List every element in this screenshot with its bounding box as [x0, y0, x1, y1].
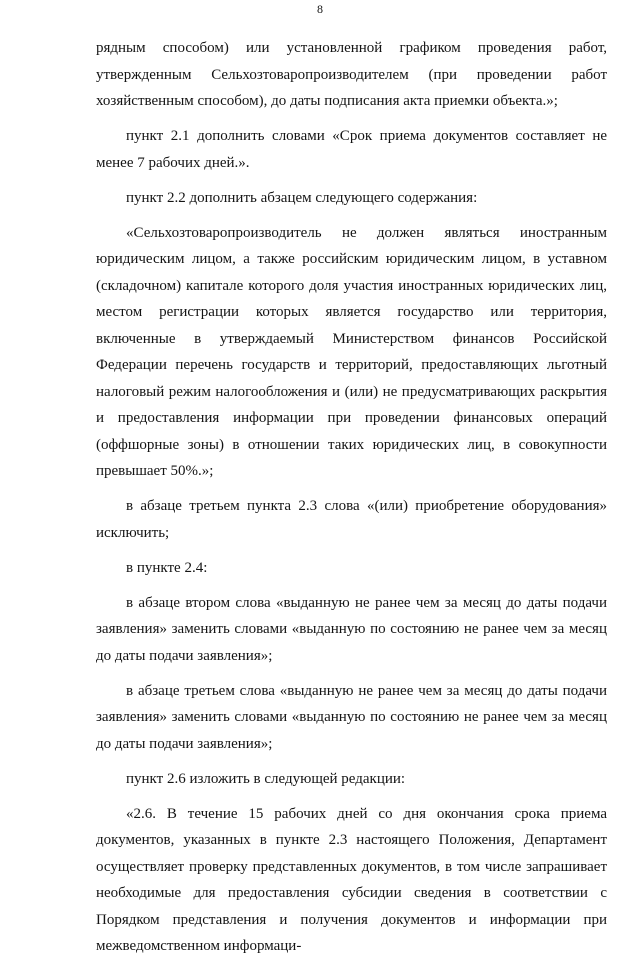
paragraph-point-2-4: в пункте 2.4:: [126, 559, 208, 576]
paragraph-point-2-6: пункт 2.6 изложить в следующей редакции:: [126, 770, 406, 787]
paragraph-point-2-4-second: в абзаце втором слова «выданную не ранее чем за месяц до даты подачи заявления» заменить словами «выданную по состоянию не ранее чем за месяц до даты подачи заявления»;: [96, 594, 607, 664]
document-body: [96, 35, 607, 968]
paragraph-point-2-2: пункт 2.2 дополнить абзацем следующего содержания:: [126, 189, 478, 206]
paragraph-point-2-3: в абзаце третьем пункта 2.3 слова «(или) приобретение оборудования» исключить;: [96, 498, 607, 541]
paragraph-continuation: рядным способом) или установленной графиком проведения работ, утвержденным Сельхозтоваропроизводителем (при проведении работ хозяйственным способом), до даты подписания акта приемки объекта.»;: [96, 40, 607, 109]
page-number: 8: [317, 2, 323, 16]
paragraph-point-2-2-text: «Сельхозтоваропроизводитель не должен являться иностранным юридическим лицом, а также российским юридическим лицом, в уставном (складочном) капитале которого доля участия иностранных юридических лиц, местом регистрации которых является государство или территория, включенные в утверждаемый Министерством финансов Российской Федерации перечень государств и территорий, предоставляющих льготный налоговый режим налогообложения и (или) не предусматривающих раскрытия и предоставления информации при проведении финансовых операций (оффшорные зоны) в отношении таких юридических лиц, в совокупности превышает 50%.»;: [96, 224, 607, 479]
paragraph-point-2-4-third: в абзаце третьем слова «выданную не ранее чем за месяц до даты подачи заявления» заменить словами «выданную по состоянию не ранее чем за месяц до даты подачи заявления»;: [96, 682, 607, 752]
paragraph-point-2-1: пункт 2.1 дополнить словами «Срок приема документов составляет не менее 7 рабочих дней.».: [96, 128, 607, 171]
paragraph-point-2-6-text: «2.6. В течение 15 рабочих дней со дня окончания срока приема документов, указанных в пункте 2.3 настоящего Положения, Департамент осуществляет проверку представленных документов, в том числе запрашивает необходимые для предоставления субсидии сведения в соответствии с Порядком представления и получения документов и информации при межведомственном информаци-: [96, 805, 607, 954]
